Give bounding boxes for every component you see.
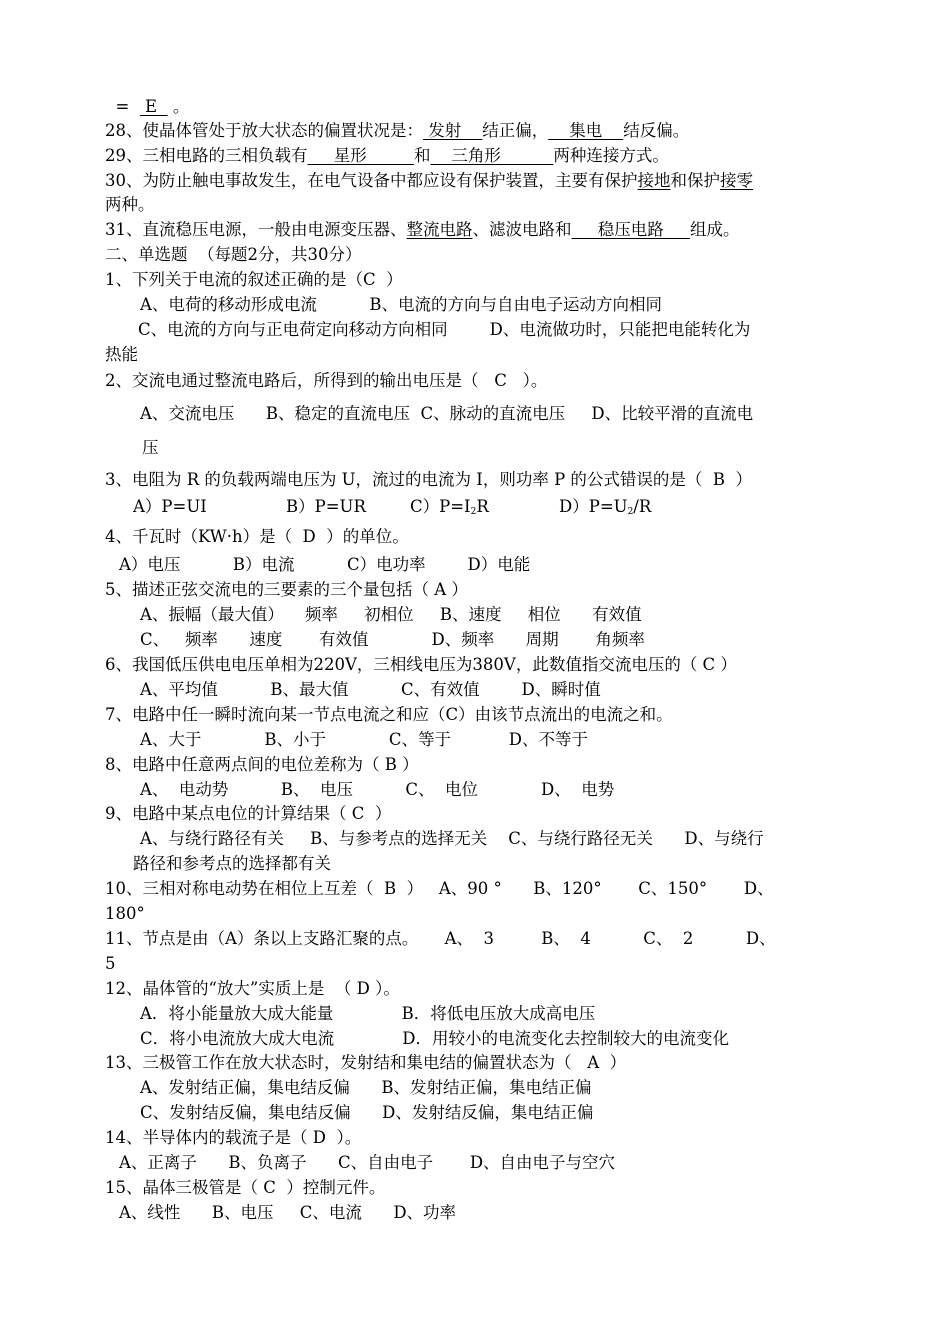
options-s4: A）电压 B）电流 C）电功率 D）电能 bbox=[119, 555, 531, 574]
question-30-cont: 两种。 bbox=[105, 195, 155, 214]
options-s1-row3: 热能 bbox=[105, 345, 138, 364]
question-s10-cont: 180° bbox=[105, 904, 145, 923]
blank-answer: 接地 bbox=[637, 171, 671, 190]
options-s3: A）P=UI B）P=UR $C)P=I_2R$ $D)P=U_2/R$ bbox=[133, 497, 652, 517]
options-s9-row1: A、与绕行路径有关 B、与参考点的选择无关 C、与绕行路径无关 D、与绕行 bbox=[140, 829, 764, 848]
question-s11: 11、节点是由（A）条以上支路汇聚的点。 A、 3 B、 4 C、 2 D、 bbox=[105, 929, 776, 948]
question-s13: 13、三极管工作在放大状态时，发射结和集电结的偏置状态为（ A ） bbox=[105, 1053, 627, 1072]
blank-answer: 接零 bbox=[720, 171, 753, 190]
question-s9: 9、电路中某点电位的计算结果（ C ） bbox=[105, 804, 392, 823]
options-s12-row2: C．将小电流放大成大电流 D．用较小的电流变化去控制较大的电流变化 bbox=[140, 1029, 730, 1048]
blank-answer: 星形 bbox=[307, 146, 414, 165]
options-s13-row2: C、发射结反偏，集电结反偏 D、发射结反偏，集电结正偏 bbox=[140, 1103, 594, 1122]
options-s7: A、大于 B、小于 C、等于 D、不等于 bbox=[140, 730, 588, 749]
question-s4: 4、千瓦时（KW·h）是（ D ）的单位。 bbox=[105, 527, 409, 546]
options-s1-row2: C、电流的方向与正电荷定向移动方向相同 D、电流做功时，只能把电能转化为 bbox=[138, 320, 751, 339]
question-s15: 15、晶体三极管是（ C ）控制元件。 bbox=[105, 1178, 386, 1197]
question-28: 28、使晶体管处于放大状态的偏置状况是： 发射 结正偏， 集电 结反偏。 bbox=[105, 121, 690, 140]
question-number: 30 bbox=[105, 171, 126, 190]
question-number: 31 bbox=[105, 220, 126, 239]
question-31: 31、直流稳压电源，一般由电源变压器、整流电路、滤波电路和 稳压电路 组成。 bbox=[105, 220, 740, 239]
options-s12-row1: A．将小能量放大成大能量 B．将低电压放大成高电压 bbox=[140, 1004, 596, 1023]
question-s6: 6、我国低压供电电压单相为220V，三相线电压为380V，此数值指交流电压的（ C ） bbox=[105, 655, 737, 674]
blank-answer: 发射 bbox=[423, 121, 483, 140]
question-s1: 1、下列关于电流的叙述正确的是（C ） bbox=[105, 270, 403, 289]
options-s5-row1: A、振幅（最大值） 频率 初相位 B、速度 相位 有效值 bbox=[140, 605, 642, 624]
question-30: 30、为防止触电事故发生，在电气设备中都应设有保护装置，主要有保护接地和保护接零 bbox=[105, 171, 753, 190]
question-s3: 3、电阻为 R 的负载两端电压为 U，流过的电流为 I，则功率 P 的公式错误的是（ B ） bbox=[105, 470, 753, 489]
options-s15: A、线性 B、电压 C、电流 D、功率 bbox=[119, 1203, 457, 1222]
blank-answer: 稳压电路 bbox=[571, 220, 690, 239]
options-s9-row2: 路径和参考点的选择都有关 bbox=[133, 854, 331, 873]
question-number: 29 bbox=[105, 146, 126, 165]
question-s14: 14、半导体内的载流子是（ D ）。 bbox=[105, 1128, 362, 1147]
question-s2: 2、交流电通过整流电路后，所得到的输出电压是（ C ）。 bbox=[105, 371, 548, 390]
options-s13-row1: A、发射结正偏，集电结反偏 B、发射结正偏，集电结正偏 bbox=[140, 1078, 592, 1097]
blank-answer: E bbox=[139, 97, 168, 116]
options-s5-row2: C、 频率 速度 有效值 D、频率 周期 角频率 bbox=[140, 630, 645, 649]
question-s12: 12、晶体管的“放大”实质上是 （ D ）。 bbox=[105, 979, 400, 998]
options-s1-row1: A、电荷的移动形成电流 B、电流的方向与自由电子运动方向相同 bbox=[140, 295, 662, 314]
question-s7: 7、电路中任一瞬时流向某一节点电流之和应（C）由该节点流出的电流之和。 bbox=[105, 705, 673, 724]
question-number: 28 bbox=[105, 121, 126, 140]
question-s11-cont: 5 bbox=[105, 954, 116, 973]
options-s2-row2: 压 bbox=[142, 438, 159, 457]
options-s8: A、 电动势 B、 电压 C、 电位 D、 电势 bbox=[140, 780, 615, 799]
options-s6: A、平均值 B、最大值 C、有效值 D、瞬时值 bbox=[140, 680, 601, 699]
blank-answer: 整流电路 bbox=[406, 220, 473, 239]
question-29: 29、三相电路的三相负载有 星形 和 三角形 两种连接方式。 bbox=[105, 146, 669, 165]
options-s2-row1: A、交流电压 B、稳定的直流电压 C、脉动的直流电压 D、比较平滑的直流电 bbox=[140, 404, 754, 423]
question-s5: 5、描述正弦交流电的三要素的三个量包括（ A ） bbox=[105, 580, 468, 599]
answer-line-27-tail: = E 。 bbox=[105, 97, 190, 116]
blank-answer: 集电 bbox=[548, 121, 624, 140]
question-s10: 10、三相对称电动势在相位上互差（ B ） A、90 ° B、120° C、150° D、 bbox=[105, 879, 774, 898]
section-heading: 二、单选题 （每题2分，共30分） bbox=[105, 245, 362, 264]
options-s14: A、正离子 B、负离子 C、自由电子 D、自由电子与空穴 bbox=[119, 1153, 616, 1172]
blank-answer: 三角形 bbox=[430, 146, 554, 165]
question-s8: 8、电路中任意两点间的电位差称为（ B ） bbox=[105, 755, 419, 774]
